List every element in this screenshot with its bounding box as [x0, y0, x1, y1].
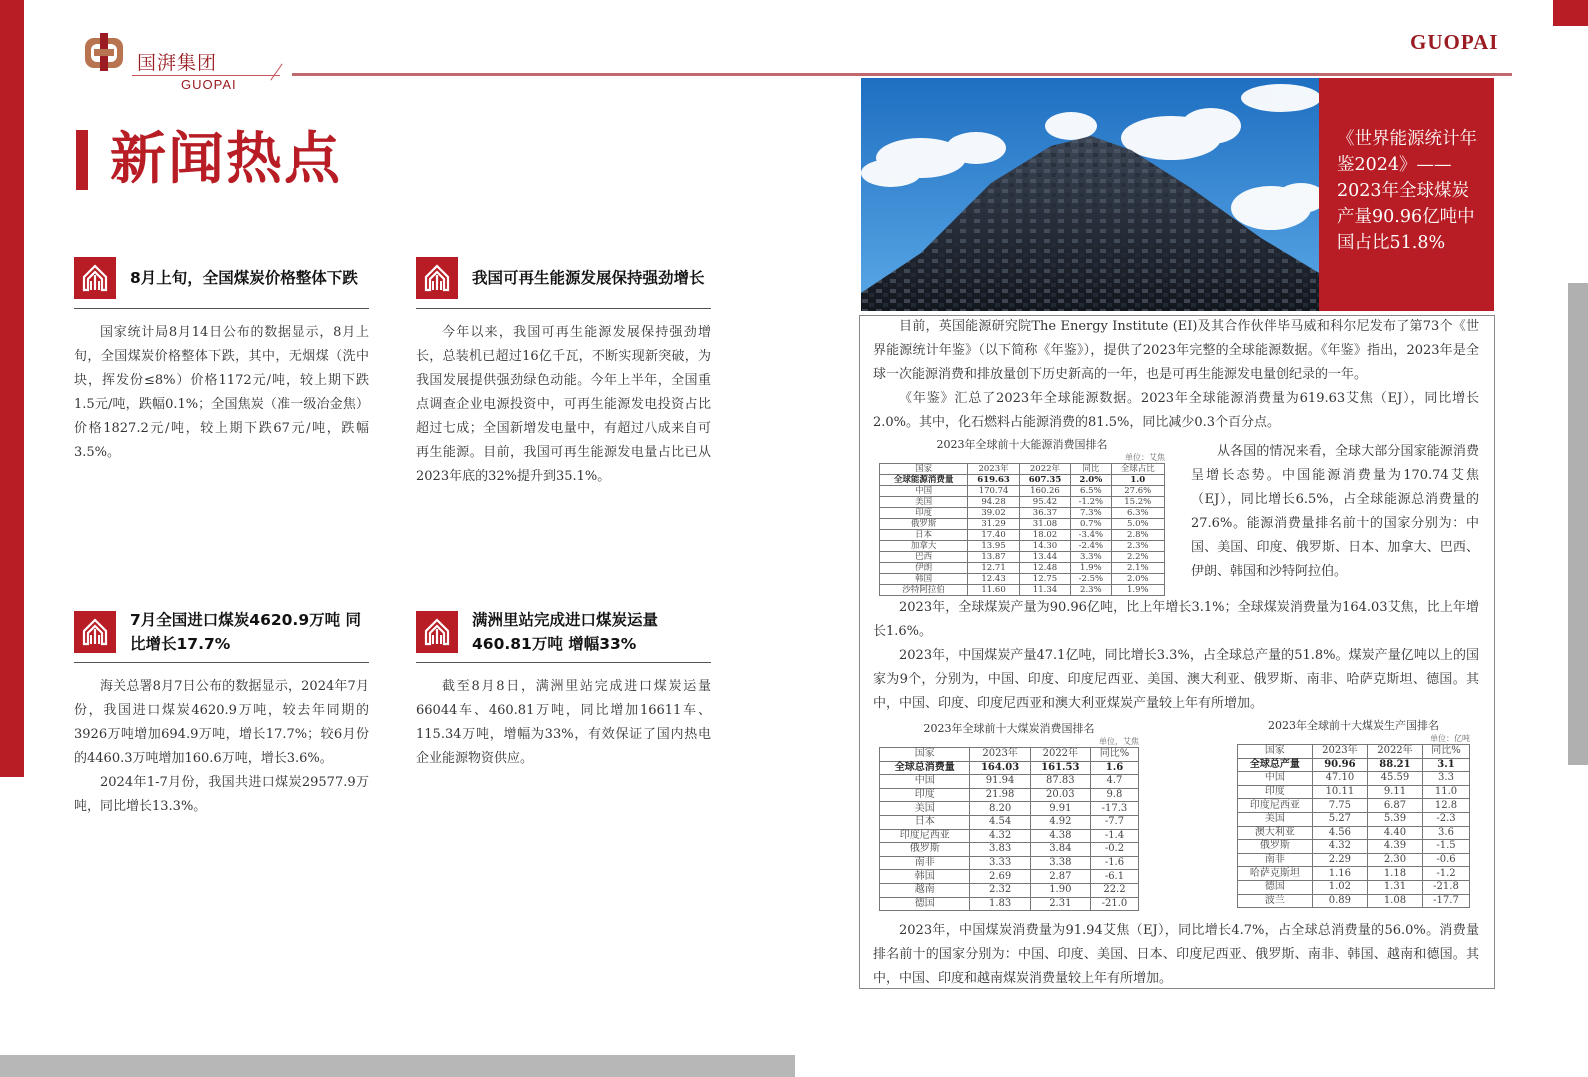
table-cell: 1.9%: [1071, 563, 1111, 574]
table-cell: 1.31: [1367, 880, 1422, 894]
table-cell: -1.5: [1422, 840, 1469, 854]
coal-consumption-table: [879, 721, 1139, 911]
table-row: [880, 788, 1139, 802]
news-body: [416, 321, 711, 489]
table-cell: 619.63: [968, 475, 1019, 486]
news-body: [74, 675, 369, 819]
table-cell: -1.2: [1422, 867, 1469, 881]
table-cell: 1.83: [970, 897, 1030, 911]
coal-production-table: [1237, 718, 1470, 908]
table-cell: 2.87: [1030, 870, 1090, 884]
table-cell: 加拿大: [880, 541, 968, 552]
table-cell: 3.33: [970, 856, 1030, 870]
table-cell: 印度: [880, 788, 970, 802]
table-cell: 160.26: [1019, 486, 1070, 497]
table-header-row: [880, 748, 1139, 762]
logo-slash: [270, 64, 282, 81]
table-cell: 2.0%: [1111, 574, 1164, 585]
table-cell: 3.3%: [1071, 552, 1111, 563]
table-cell: 12.43: [968, 574, 1019, 585]
article-paragraph: 2023年，全球煤炭产量为90.96亿吨，比上年增长3.1%；全球煤炭消费量为164.03艾焦，比上年增长1.6%。: [873, 600, 1479, 639]
table-cell: 3.1: [1422, 758, 1469, 772]
article-side-text: [1191, 440, 1479, 584]
table-cell: 18.02: [1019, 530, 1070, 541]
table-cell: -2.3: [1422, 812, 1469, 826]
table-row: [1238, 785, 1470, 799]
guopai-emblem-icon: [416, 611, 458, 653]
energy-consumption-table: [879, 437, 1165, 596]
news-paragraph: 海关总署8月7日公布的数据显示，2024年7月份，我国进口煤炭4620.9万吨，较去年同期的3926万吨增加694.9万吨，增长17.7%；较6月份的4460.3万吨增加160.6万吨，增长3.6%。: [74, 679, 369, 766]
table-row: [880, 486, 1165, 497]
table-cell: -3.4%: [1071, 530, 1111, 541]
right-gray-bar: [1568, 283, 1588, 765]
table-cell: 越南: [880, 883, 970, 897]
table-cell: 中国: [880, 775, 970, 789]
table-cell: -2.5%: [1071, 574, 1111, 585]
news-item: [416, 608, 711, 771]
table-header: 同比%: [1090, 748, 1138, 762]
table-cell: 95.42: [1019, 497, 1070, 508]
table-cell: 87.83: [1030, 775, 1090, 789]
table-cell: 9.91: [1030, 802, 1090, 816]
table-cell: 2.0%: [1071, 475, 1111, 486]
table-cell: 36.37: [1019, 508, 1070, 519]
table-row: [880, 552, 1165, 563]
table-cell: 南非: [1238, 853, 1313, 867]
table-row: [880, 585, 1165, 596]
article-paragraph: 从各国的情况来看，全球大部分国家能源消费呈增长态势。中国能源消费量为170.74艾焦（EJ），同比增长6.5%，占全球能源总消费量的27.6%。能源消费量排名前十的国家分别为：中国、美国、印度、俄罗斯、日本、加拿大、巴西、伊朗、韩国和沙特阿拉伯。: [1191, 444, 1479, 579]
news-body: [416, 675, 711, 771]
table-row: [880, 761, 1139, 775]
table-cell: 日本: [880, 815, 970, 829]
table-row: [880, 897, 1139, 911]
table-cell: 21.98: [970, 788, 1030, 802]
table-cell: 1.90: [1030, 883, 1090, 897]
news-rule: [416, 662, 711, 663]
table-row: [1238, 826, 1470, 840]
table-cell: 161.53: [1030, 761, 1090, 775]
table-header: 全球占比: [1111, 464, 1164, 475]
table-cell: 4.32: [1312, 840, 1367, 854]
table-cell: 6.5%: [1071, 486, 1111, 497]
table-header-row: [1238, 745, 1470, 759]
table-row: [1238, 812, 1470, 826]
table-cell: 俄罗斯: [1238, 840, 1313, 854]
news-body: [74, 321, 369, 465]
table-cell: 印度: [1238, 785, 1313, 799]
table-cell: 13.95: [968, 541, 1019, 552]
table-cell: 1.16: [1312, 867, 1367, 881]
table-cell: 3.84: [1030, 843, 1090, 857]
table-row: [880, 829, 1139, 843]
table-cell: 俄罗斯: [880, 519, 968, 530]
table-cell: 1.0: [1111, 475, 1164, 486]
table-cell: 88.21: [1367, 758, 1422, 772]
table-unit: 单位：艾焦: [1125, 453, 1165, 462]
table-row: [1238, 880, 1470, 894]
table-cell: -6.1: [1090, 870, 1138, 884]
table-cell: 4.38: [1030, 829, 1090, 843]
table-cell: 12.75: [1019, 574, 1070, 585]
table-row: [880, 775, 1139, 789]
table-row: [880, 497, 1165, 508]
table-cell: 9.8: [1090, 788, 1138, 802]
table-row: [1238, 894, 1470, 908]
table-cell: -21.0: [1090, 897, 1138, 911]
table-cell: 27.6%: [1111, 486, 1164, 497]
table-cell: 0.7%: [1071, 519, 1111, 530]
article-paragraph: 2023年，中国煤炭消费量为91.94艾焦（EJ），同比增长4.7%，占全球总消费量的56.0%。消费量排名前十的国家分别为：中国、印度、美国、日本、印度尼西亚、俄罗斯、南非、韩国、越南和德国。其中，中国、印度和越南煤炭消费量较上年有所增加。: [873, 923, 1479, 986]
table-cell: 11.60: [968, 585, 1019, 596]
table-cell: 90.96: [1312, 758, 1367, 772]
news-title: 满洲里站完成进口煤炭运量460.81万吨 增幅33%: [472, 611, 659, 653]
table-cell: 5.0%: [1111, 519, 1164, 530]
table-cell: 9.11: [1367, 785, 1422, 799]
table-cell: 5.39: [1367, 812, 1422, 826]
table-cell: 德国: [1238, 880, 1313, 894]
table-cell: 印度尼西亚: [880, 829, 970, 843]
table-cell: 22.2: [1090, 883, 1138, 897]
logo-divider: [132, 75, 280, 76]
table-cell: 2.69: [970, 870, 1030, 884]
hero-caption-box: [1319, 78, 1494, 311]
table-cell: 3.83: [970, 843, 1030, 857]
table-cell: 1.02: [1312, 880, 1367, 894]
table-row: [880, 508, 1165, 519]
table-cell: 1.6: [1090, 761, 1138, 775]
article-intro: [873, 315, 1479, 435]
news-paragraph: 今年以来，我国可再生能源发展保持强劲增长，总装机已超过16亿千瓦，不断实现新突破，为我国发展提供强劲绿色动能。今年上半年，全国重点调查企业电源投资中，可再生能源发电投资占比超过七成；全国新增发电量中，有超过八成来自可再生能源。目前，我国可再生能源发电量占比已从2023年底的32%提升到35.1%。: [416, 325, 711, 484]
table-cell: 91.94: [970, 775, 1030, 789]
article-closing: [873, 919, 1479, 991]
guopai-emblem-icon: [74, 611, 116, 653]
news-item: [416, 255, 711, 489]
table-cell: 巴西: [880, 552, 968, 563]
table-row: [880, 519, 1165, 530]
table-header: 2023年: [1312, 745, 1367, 759]
table-cell: 4.40: [1367, 826, 1422, 840]
table-cell: 3.6: [1422, 826, 1469, 840]
table-cell: 12.8: [1422, 799, 1469, 813]
table-cell: -17.7: [1422, 894, 1469, 908]
table-unit: 单位，艾焦: [1099, 737, 1139, 746]
data-table: [879, 747, 1139, 911]
table-cell: 澳大利亚: [1238, 826, 1313, 840]
table-cell: 德国: [880, 897, 970, 911]
guopai-emblem-icon: [74, 257, 116, 299]
table-cell: -1.2%: [1071, 497, 1111, 508]
logo-name-en: GUOPAI: [181, 77, 237, 92]
table-cell: 10.11: [1312, 785, 1367, 799]
table-cell: 2.31: [1030, 897, 1090, 911]
news-item: [74, 608, 369, 819]
table-cell: 2.3%: [1111, 541, 1164, 552]
table-cell: 2.2%: [1111, 552, 1164, 563]
table-cell: 0.89: [1312, 894, 1367, 908]
table-header: 同比%: [1422, 745, 1469, 759]
table-header: 国家: [880, 748, 970, 762]
table-row: [880, 475, 1165, 486]
table-cell: 韩国: [880, 574, 968, 585]
table-header-row: [880, 464, 1165, 475]
table-cell: 47.10: [1312, 772, 1367, 786]
table-cell: 伊朗: [880, 563, 968, 574]
table-cell: 1.9%: [1111, 585, 1164, 596]
news-paragraph: 截至8月8日，满洲里站完成进口煤炭运量66044车、460.81万吨，同比增加16611车、115.34万吨，增幅为33%，有效保证了国内热电企业能源物资供应。: [416, 679, 711, 766]
table-cell: -0.6: [1422, 853, 1469, 867]
table-cell: 中国: [880, 486, 968, 497]
table-caption: 2023年全球前十大能源消费国排名: [936, 438, 1108, 451]
table-cell: -17.3: [1090, 802, 1138, 816]
table-cell: 4.54: [970, 815, 1030, 829]
table-cell: 印度: [880, 508, 968, 519]
table-cell: 全球总消费量: [880, 761, 970, 775]
table-cell: 波兰: [1238, 894, 1313, 908]
table-cell: 39.02: [968, 508, 1019, 519]
table-row: [880, 870, 1139, 884]
table-row: [880, 802, 1139, 816]
article-paragraph: 2023年，中国煤炭产量47.1亿吨，同比增长3.3%，占全球总产量的51.8%。煤炭产量亿吨以上的国家为9个，分别为，中国、印度、印度尼西亚、美国、澳大利亚、俄罗斯、南非、哈萨克斯坦、德国。其中，中国、印度、印度尼西亚和澳大利亚煤炭产量较上年有所增加。: [873, 648, 1479, 711]
table-header: 2023年: [970, 748, 1030, 762]
table-cell: 3.38: [1030, 856, 1090, 870]
table-row: [880, 883, 1139, 897]
table-cell: 45.59: [1367, 772, 1422, 786]
news-rule: [74, 662, 369, 663]
table-row: [1238, 840, 1470, 854]
table-cell: 17.40: [968, 530, 1019, 541]
table-cell: 7.75: [1312, 799, 1367, 813]
table-cell: 全球能源消费量: [880, 475, 968, 486]
table-row: [880, 574, 1165, 585]
table-cell: 4.32: [970, 829, 1030, 843]
table-cell: 1.18: [1367, 867, 1422, 881]
table-cell: 4.92: [1030, 815, 1090, 829]
table-header: 国家: [880, 464, 968, 475]
table-header: 国家: [1238, 745, 1313, 759]
table-cell: -1.4: [1090, 829, 1138, 843]
table-cell: 15.2%: [1111, 497, 1164, 508]
table-cell: 美国: [880, 802, 970, 816]
table-cell: -21.8: [1422, 880, 1469, 894]
table-cell: 2.1%: [1111, 563, 1164, 574]
table-row: [880, 563, 1165, 574]
table-unit: 单位：亿吨: [1430, 734, 1470, 743]
news-item: [74, 255, 369, 465]
table-cell: 4.56: [1312, 826, 1367, 840]
table-cell: 俄罗斯: [880, 843, 970, 857]
news-rule: [74, 308, 369, 309]
news-paragraph: 国家统计局8月14日公布的数据显示，8月上旬，全国煤炭价格整体下跌，其中，无烟煤（洗中块，挥发份≤8%）价格1172元/吨，较上期下跌1.5元/吨，跌幅0.1%；全国焦炭（准一级冶金焦）价格1827.2元/吨，较上期下跌67元/吨，跌幅3.5%。: [74, 325, 369, 460]
data-table: [1237, 744, 1470, 908]
news-title: 8月上旬，全国煤炭价格整体下跌: [130, 269, 358, 287]
guopai-emblem-icon: [416, 257, 458, 299]
table-cell: 3.3: [1422, 772, 1469, 786]
coal-pile-photo: [861, 78, 1319, 311]
header-rule: [292, 73, 1512, 76]
article-middle: [873, 596, 1479, 716]
news-title: 7月全国进口煤炭4620.9万吨 同比增长17.7%: [130, 611, 361, 653]
table-cell: 12.48: [1019, 563, 1070, 574]
table-cell: 20.03: [1030, 788, 1090, 802]
table-row: [880, 815, 1139, 829]
section-title: 新闻热点: [110, 127, 342, 192]
table-row: [1238, 758, 1470, 772]
table-cell: 4.7: [1090, 775, 1138, 789]
table-cell: -7.7: [1090, 815, 1138, 829]
table-cell: 14.30: [1019, 541, 1070, 552]
table-cell: 哈萨克斯坦: [1238, 867, 1313, 881]
table-cell: 2.29: [1312, 853, 1367, 867]
table-cell: 2.8%: [1111, 530, 1164, 541]
table-cell: 11.34: [1019, 585, 1070, 596]
table-row: [1238, 853, 1470, 867]
table-cell: 12.71: [968, 563, 1019, 574]
table-cell: 美国: [1238, 812, 1313, 826]
table-cell: 6.3%: [1111, 508, 1164, 519]
hero-caption: 《世界能源统计年鉴2024》——2023年全球煤炭产量90.96亿吨中国占比51.8%: [1337, 129, 1477, 253]
table-row: [880, 541, 1165, 552]
table-row: [880, 843, 1139, 857]
table-cell: 6.87: [1367, 799, 1422, 813]
section-title-bar: [76, 130, 88, 190]
table-cell: 印度尼西亚: [1238, 799, 1313, 813]
table-cell: 8.20: [970, 802, 1030, 816]
table-cell: 170.74: [968, 486, 1019, 497]
table-cell: -2.4%: [1071, 541, 1111, 552]
article-paragraph: 目前，英国能源研究院The Energy Institute (EI)及其合作伙伴毕马威和科尔尼发布了第73个《世界能源统计年鉴》（以下简称《年鉴》），提供了2023年完整的全球能源数据。《年鉴》指出，2023年是全球一次能源消费和排放量创下历史新高的一年，也是可再生能源发电量创纪录的一年。: [873, 319, 1479, 382]
news-paragraph: 2024年1-7月份，我国共进口煤炭29577.9万吨，同比增长13.3%。: [74, 775, 369, 814]
table-cell: 1.08: [1367, 894, 1422, 908]
table-cell: -1.6: [1090, 856, 1138, 870]
table-cell: 164.03: [970, 761, 1030, 775]
table-caption: 2023年全球前十大煤炭消费国排名: [923, 722, 1095, 735]
table-cell: 13.44: [1019, 552, 1070, 563]
table-cell: 7.3%: [1071, 508, 1111, 519]
table-cell: 2.32: [970, 883, 1030, 897]
table-header: 2023年: [968, 464, 1019, 475]
table-cell: 沙特阿拉伯: [880, 585, 968, 596]
table-cell: 2.30: [1367, 853, 1422, 867]
guopai-logo-icon: [82, 30, 126, 74]
table-cell: -0.2: [1090, 843, 1138, 857]
table-cell: 31.08: [1019, 519, 1070, 530]
table-row: [880, 530, 1165, 541]
article-paragraph: 《年鉴》汇总了2023年全球能源数据。2023年全球能源消费量为619.63艾焦（EJ），同比增长2.0%。其中，化石燃料占能源消费的81.5%，同比减少0.3个百分点。: [873, 391, 1479, 430]
table-row: [1238, 799, 1470, 813]
table-cell: 南非: [880, 856, 970, 870]
bottom-gray-bar: [0, 1055, 795, 1077]
table-header: 同比: [1071, 464, 1111, 475]
top-right-red-tab: [1553, 0, 1588, 26]
table-cell: 美国: [880, 497, 968, 508]
table-cell: 4.39: [1367, 840, 1422, 854]
data-table: [879, 463, 1165, 596]
table-cell: 5.27: [1312, 812, 1367, 826]
brand-wordmark: GUOPAI: [1410, 30, 1499, 54]
table-cell: 11.0: [1422, 785, 1469, 799]
table-header: 2022年: [1367, 745, 1422, 759]
logo-name-cn: 国湃集团: [137, 52, 218, 74]
table-header: 2022年: [1030, 748, 1090, 762]
table-row: [1238, 772, 1470, 786]
news-title: 我国可再生能源发展保持强劲增长: [472, 269, 705, 287]
table-row: [880, 856, 1139, 870]
table-cell: 韩国: [880, 870, 970, 884]
news-rule: [416, 308, 711, 309]
table-cell: 中国: [1238, 772, 1313, 786]
table-cell: 日本: [880, 530, 968, 541]
left-red-bar: [0, 0, 24, 777]
table-header: 2022年: [1019, 464, 1070, 475]
table-cell: 607.35: [1019, 475, 1070, 486]
table-cell: 13.87: [968, 552, 1019, 563]
table-caption: 2023年全球前十大煤炭生产国排名: [1268, 719, 1439, 732]
table-cell: 31.29: [968, 519, 1019, 530]
table-cell: 全球总产量: [1238, 758, 1313, 772]
table-row: [1238, 867, 1470, 881]
table-cell: 94.28: [968, 497, 1019, 508]
table-cell: 2.3%: [1071, 585, 1111, 596]
